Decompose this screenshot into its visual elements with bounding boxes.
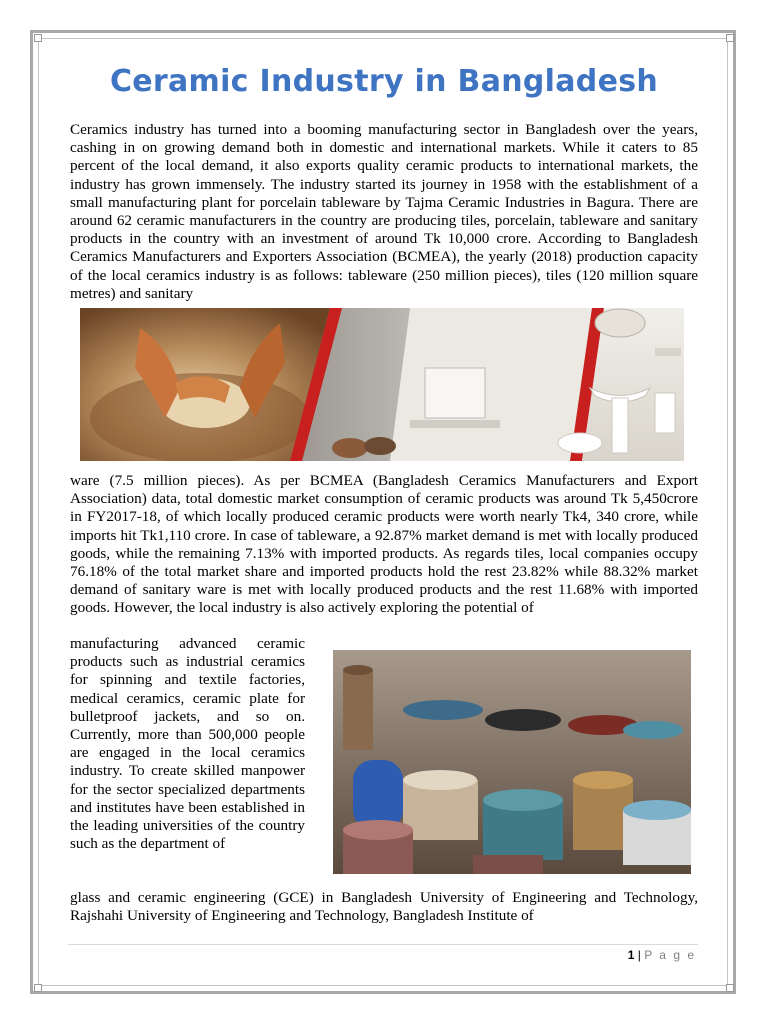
- border-corner: [34, 984, 42, 992]
- page-footer: [628, 948, 696, 962]
- page-label: P a g e: [644, 948, 696, 962]
- document-title: Ceramic Industry in Bangladesh: [109, 64, 659, 99]
- paragraph-market: ware (7.5 million pieces). As per BCMEA (Bangladesh Ceramics Manufacturers and Export Association) data, total domestic market consumption of ceramic products was around Tk 5,450crore in FY2017-18, of which locally produced ceramic products were worth nearly Tk4, 340 crore, while imports hit Tk1,110 crore. In case of tableware, a 92.87% market demand is met with locally produced goods, while the remaining 7.13% with imported products. As regards tiles, local companies occupy 76.18% of the total market share and imported products hold the rest 23.82% while 88.32% market demand of sanitary ware is met with locally produced products and the rest 11.68% with imported goods. However, the local industry is also actively exploring the potential of: [70, 472, 698, 617]
- ceramic-pots-image: [333, 650, 691, 874]
- paragraph-education: glass and ceramic engineering (GCE) in Bangladesh University of Engineering and Technology, Rajshahi University of Engineering and Technology, Bangladesh Institute of: [70, 889, 698, 925]
- border-corner: [726, 984, 734, 992]
- ceramics-banner-image: [80, 308, 684, 461]
- border-corner: [726, 34, 734, 42]
- border-corner: [34, 34, 42, 42]
- page-number: 1: [627, 948, 635, 962]
- footer-separator: |: [637, 948, 641, 962]
- paragraph-advanced-products: manufacturing advanced ceramic products such as industrial ceramics for spinning and textile factories, medical ceramics, ceramic plate for bulletproof jackets, and so on. Currently, more than 500,000 people are engaged in the local ceramics industry. To create skilled manpower for the sector specialized departments and institutes have been established in the leading universities of the country such as the department of: [70, 635, 305, 853]
- footer-divider: [68, 944, 698, 945]
- paragraph-intro: Ceramics industry has turned into a booming manufacturing sector in Bangladesh over the years, cashing in on growing demand both in domestic and international markets. While it caters to 85 percent of the local demand, it also exports quality ceramic products to international markets, the industry has grown immensely. The industry started its journey in 1958 with the establishment of a small manufacturing plant for porcelain tableware by Tajma Ceramic Industries in Bagura. There are around 62 ceramic manufacturers in the country are producing tiles, porcelain, tableware and sanitary products in the country with an investment of around Tk 10,000 crore. According to Bangladesh Ceramics Manufacturers and Exporters Association (BCMEA), the yearly (2018) production capacity of the local ceramics industry is as follows: tableware (250 million pieces), tiles (120 million square metres) and sanitary: [70, 121, 698, 302]
